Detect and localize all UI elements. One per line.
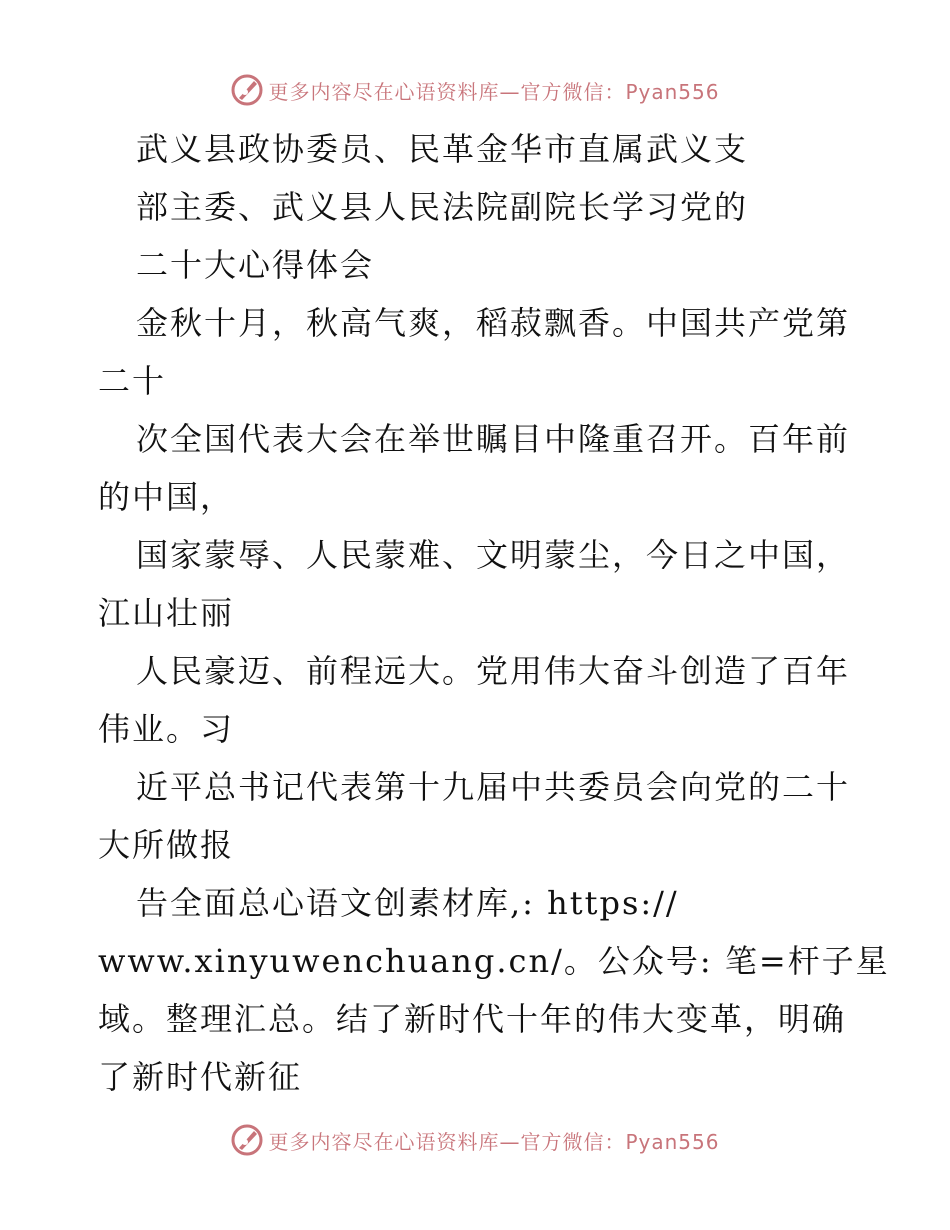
watermark-text: 更多内容尽在心语资料库—官方微信：Pyan556 [268, 79, 720, 104]
text-line: 近平总书记代表第十九届中共委员会向党的二十 [136, 768, 851, 806]
text-line: 伟业。习 [98, 710, 235, 748]
document-body [98, 120, 890, 1106]
pen-logo-icon [230, 1123, 264, 1157]
text-line: 金秋十月，秋高气爽，稻菽飘香。中国共产党第 [136, 304, 851, 342]
text-line: 域。整理汇总。结了新时代十年的伟大变革，明确 [98, 1000, 847, 1038]
text-line: 武义县政协委员、民革金华市直属武义支 [136, 130, 749, 168]
text-line: 了新时代新征 [98, 1058, 303, 1096]
footer-watermark [0, 1120, 950, 1160]
text-line: 国家蒙辱、人民蒙难、文明蒙尘，今日之中国， [136, 536, 851, 574]
text-line: www.xinyuwenchuang.cn/。公众号: 笔=杆子星 [98, 942, 890, 980]
pen-logo-icon [230, 73, 264, 107]
text-line: 大所做报 [98, 826, 235, 864]
text-line: 二十 [98, 362, 167, 400]
text-line: 人民豪迈、前程远大。党用伟大奋斗创造了百年 [136, 652, 851, 690]
text-line: 次全国代表大会在举世瞩目中隆重召开。百年前 [136, 420, 851, 458]
text-line: 二十大心得体会 [136, 246, 375, 284]
header-watermark [0, 70, 950, 110]
text-line: 的中国， [98, 478, 235, 516]
text-line: 告全面总心语文创素材库,: https:// [136, 884, 679, 922]
watermark-text: 更多内容尽在心语资料库—官方微信：Pyan556 [268, 1129, 720, 1154]
text-line: 部主委、武义县人民法院副院长学习党的 [136, 188, 749, 226]
text-line: 江山壮丽 [98, 594, 235, 632]
